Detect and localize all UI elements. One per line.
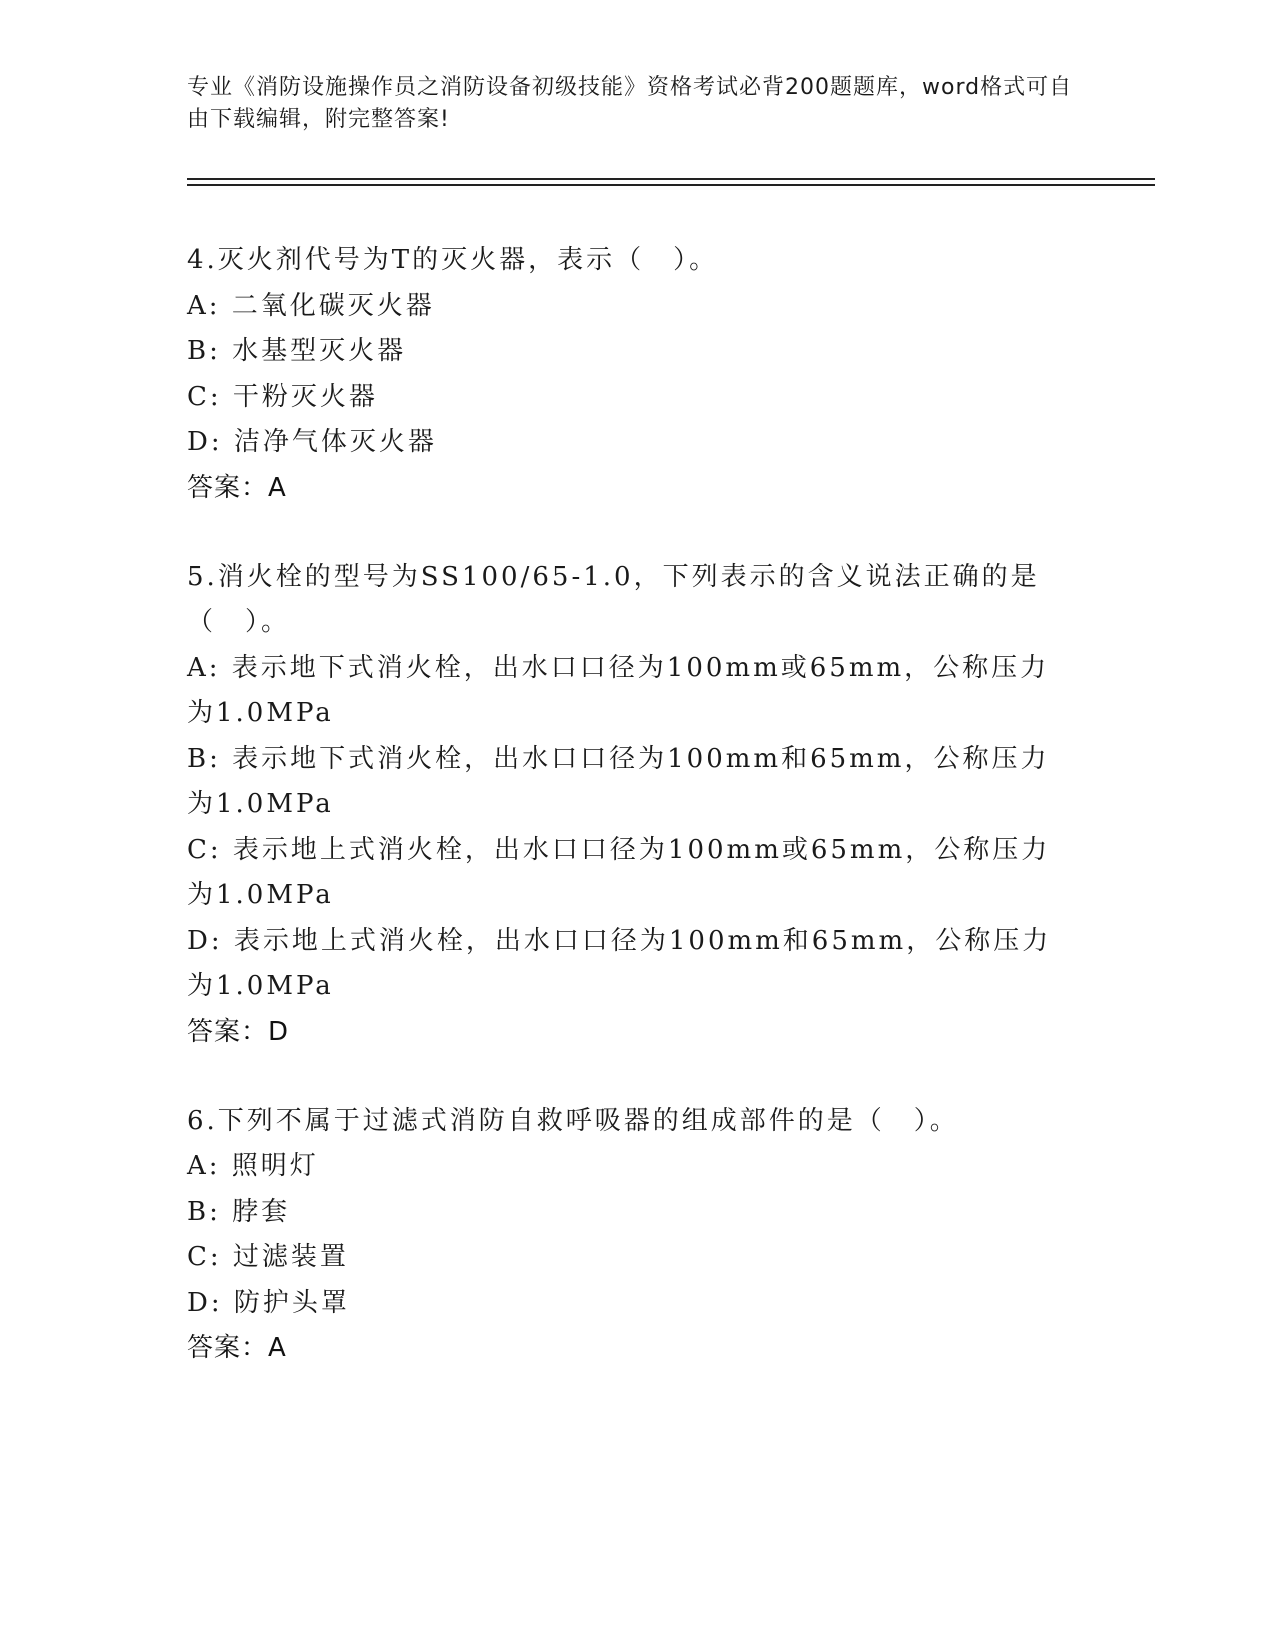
option-a: A: 表示地下式消火栓，出水口口径为100mm或65mm，公称压力为1.0MPa: [187, 652, 1050, 728]
option-c: C: 干粉灭火器: [187, 381, 378, 412]
question-stem: 5.消火栓的型号为SS100/65-1.0，下列表示的含义说法正确的是（ ）。: [187, 561, 1040, 637]
header-divider-bottom: [187, 184, 1155, 186]
question-4: [187, 238, 1067, 511]
question-stem: 4.灭火剂代号为T的灭火器，表示（ ）。: [187, 245, 719, 275]
question-stem: 6.下列不属于过滤式消防自救呼吸器的组成部件的是（ ）。: [187, 1105, 959, 1136]
option-d: D: 防护头罩: [187, 1287, 350, 1318]
option-a: A: 照明灯: [187, 1151, 319, 1181]
answer-label: 答案：A: [187, 1333, 287, 1363]
option-c: C: 表示地上式消火栓，出水口口径为100mm或65mm，公称压力为1.0MPa: [187, 834, 1051, 910]
question-list: [187, 238, 1067, 1415]
option-b: B: 表示地下式消火栓，出水口口径为100mm和65mm，公称压力为1.0MPa: [187, 743, 1050, 819]
answer-label: 答案：D: [187, 1016, 290, 1047]
question-6: [187, 1099, 1067, 1372]
option-b: B: 脖套: [187, 1196, 291, 1227]
document-header: 专业《消防设施操作员之消防设备初级技能》资格考试必背200题题库，word格式可自由下载编辑，附完整答案!: [187, 75, 1073, 132]
header-divider-top: [187, 178, 1155, 180]
answer-label: 答案：A: [187, 472, 287, 503]
option-c: C: 过滤装置: [187, 1242, 349, 1272]
option-a: A: 二氧化碳灭火器: [187, 290, 435, 321]
option-d: D: 洁净气体灭火器: [187, 427, 437, 457]
option-d: D: 表示地上式消火栓，出水口口径为100mm和65mm，公称压力为1.0MPa: [187, 925, 1052, 1001]
option-b: B: 水基型灭火器: [187, 336, 407, 366]
question-5: [187, 555, 1067, 1055]
